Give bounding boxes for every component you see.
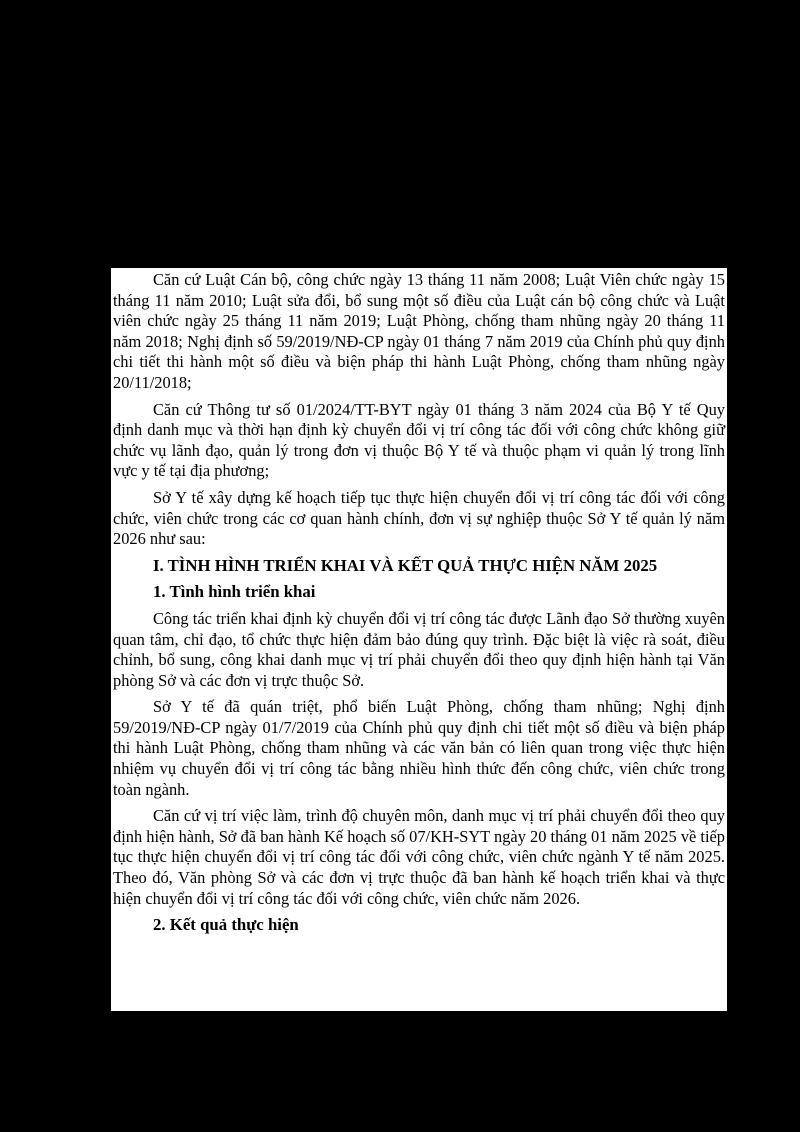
paragraph-legal-basis-circular: Căn cứ Thông tư số 01/2024/TT-BYT ngày 01 tháng 3 năm 2024 của Bộ Y tế Quy định danh mục và thời hạn định kỳ chuyển đổi vị trí công tác đối với công chức không giữ chức vụ lãnh đạo, quản lý trong đơn vị thuộc Bộ Y tế và thuộc phạm vi quản lý trong lĩnh vực y tế tại địa phương; — [113, 399, 725, 481]
paragraph-plan-statement: Sở Y tế xây dựng kế hoạch tiếp tục thực hiện chuyển đổi vị trí công tác đối với công chức, viên chức trong các cơ quan hành chính, đơn vị sự nghiệp thuộc Sở Y tế quản lý năm 2026 như sau: — [113, 487, 725, 549]
subsection-heading-2: 2. Kết quả thực hiện — [153, 915, 299, 935]
document-body — [113, 270, 725, 942]
paragraph-implementation-3: Căn cứ vị trí việc làm, trình độ chuyên môn, danh mục vị trí phải chuyển đổi theo quy định hiện hành, Sở đã ban hành Kế hoạch số 07/KH-SYT ngày 20 tháng 01 năm 2025 về tiếp tục thực hiện chuyển đổi vị trí công tác đối với công chức, viên chức ngành Y tế năm 2025. Theo đó, Văn phòng Sở và các đơn vị trực thuộc đã ban hành kế hoạch triển khai và thực hiện chuyển đổi vị trí công tác đối với công chức, viên chức năm 2026. — [113, 806, 725, 908]
section-heading-1: I. TÌNH HÌNH TRIỂN KHAI VÀ KẾT QUẢ THỰC HIỆN NĂM 2025 — [153, 555, 658, 575]
document-page — [111, 268, 727, 1011]
paragraph-implementation-2: Sở Y tế đã quán triệt, phổ biến Luật Phòng, chống tham nhũng; Nghị định 59/2019/NĐ-CP ngày 01/7/2019 của Chính phủ quy định chi tiết một số điều và biện pháp thi hành Luật Phòng, chống tham nhũng và các văn bản có liên quan trong việc thực hiện nhiệm vụ chuyển đổi vị trí công tác bằng nhiều hình thức đến công chức, viên chức trong toàn ngành. — [113, 697, 725, 799]
paragraph-implementation-1: Công tác triển khai định kỳ chuyển đổi vị trí công tác được Lãnh đạo Sở thường xuyên quan tâm, chỉ đạo, tổ chức thực hiện đảm bảo đúng quy trình. Đặc biệt là việc rà soát, điều chỉnh, bổ sung, công khai danh mục vị trí phải chuyển đổi theo quy định hiện hành tại Văn phòng Sở và các đơn vị trực thuộc Sở. — [113, 608, 725, 690]
subsection-heading-1: 1. Tình hình triển khai — [153, 582, 316, 602]
paragraph-legal-basis-laws: Căn cứ Luật Cán bộ, công chức ngày 13 tháng 11 năm 2008; Luật Viên chức ngày 15 tháng 11 năm 2010; Luật sửa đổi, bổ sung một số điều của Luật cán bộ công chức và Luật viên chức ngày 25 tháng 11 năm 2019; Luật Phòng, chống tham nhũng ngày 20 tháng 11 năm 2018; Nghị định số 59/2019/NĐ-CP ngày 01 tháng 7 năm 2019 của Chính phủ quy định chi tiết thi hành một số điều và biện pháp thi hành Luật Phòng, chống tham nhũng ngày 20/11/2018; — [113, 270, 725, 392]
